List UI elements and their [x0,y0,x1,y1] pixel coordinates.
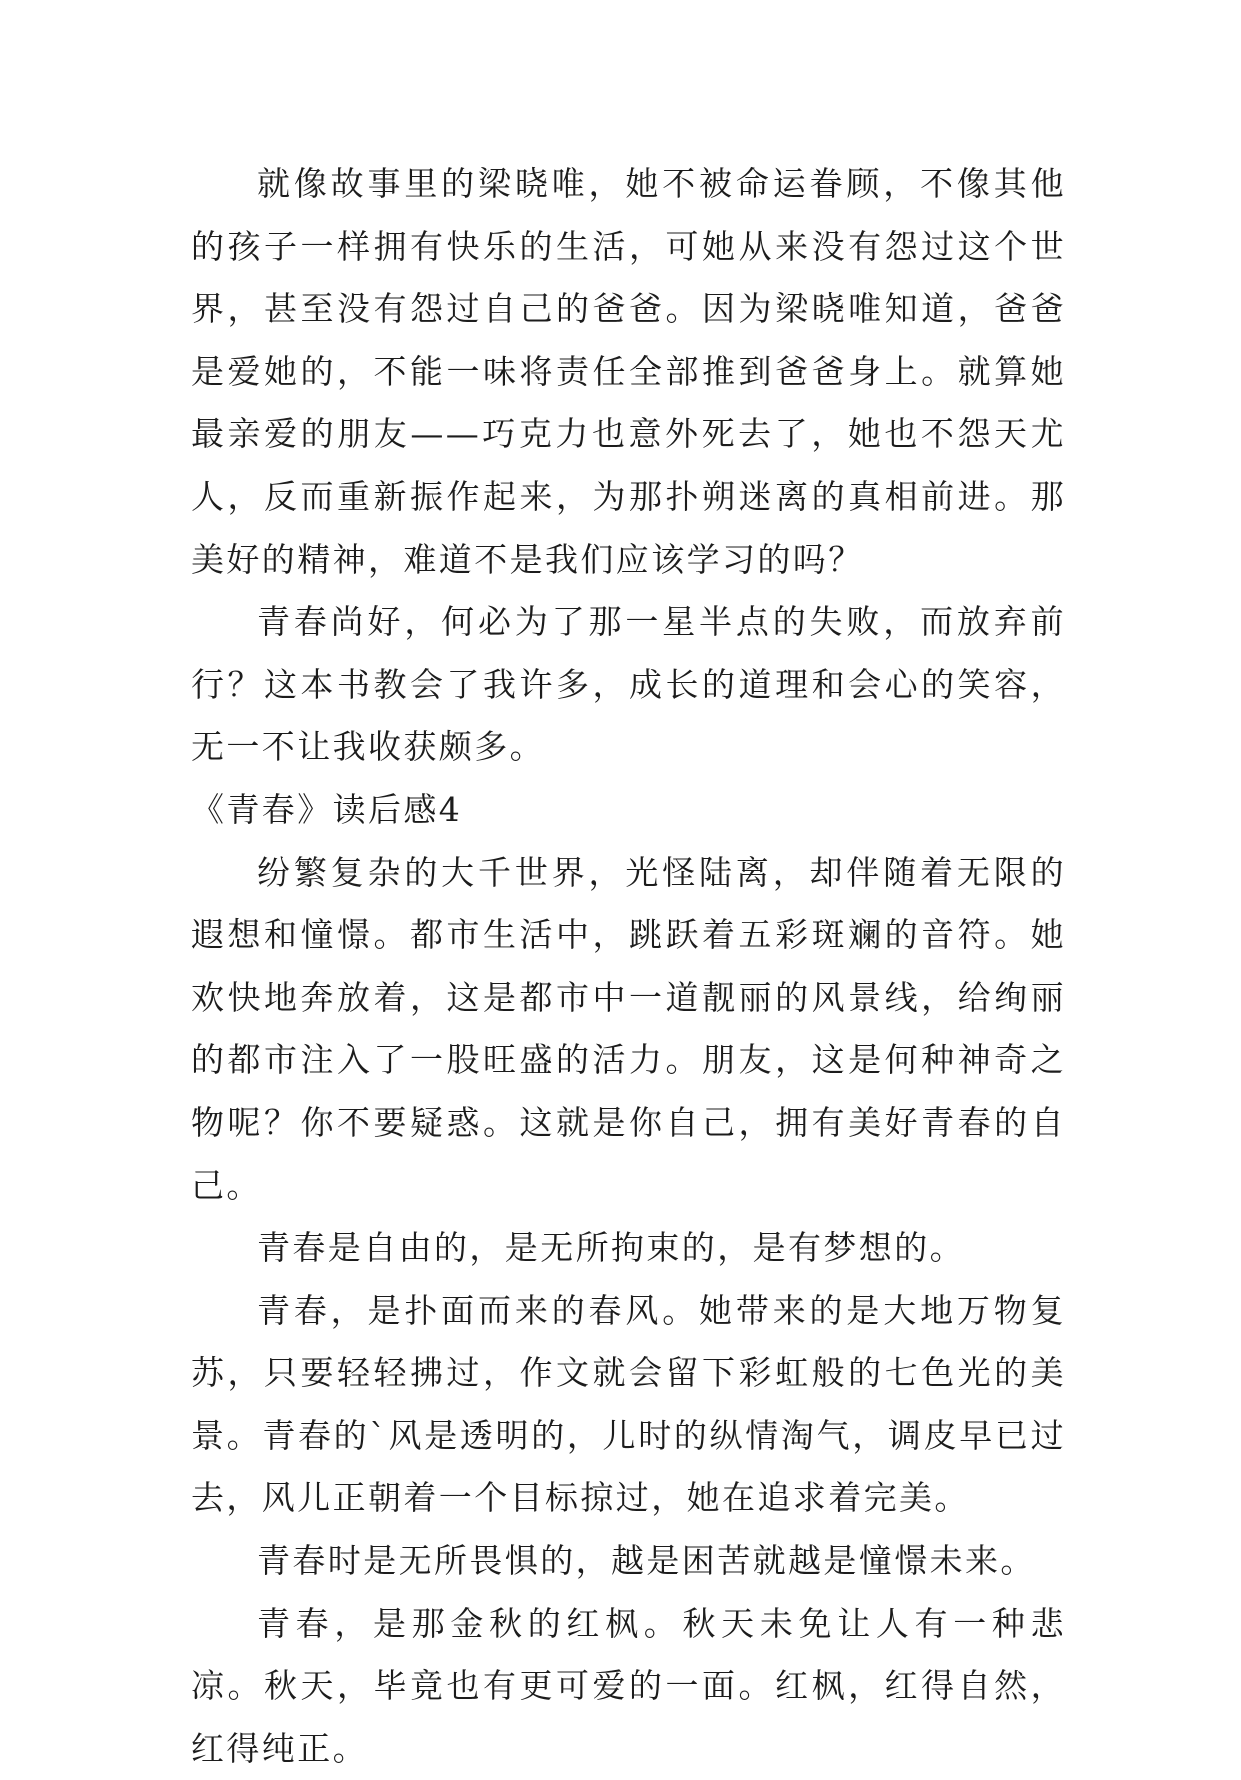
paragraph-spring-breeze: 青春，是扑面而来的春风。她带来的是大地万物复苏，只要轻轻拂过，作文就会留下彩虹般的七色光的美景。青春的`风是透明的，儿时的纵情淘气，调皮早已过去，风儿正朝着一个目标掠过，她在追求着完美。 [191,1290,1066,1518]
paragraph-youth-still-good: 青春尚好，何必为了那一星半点的失败，而放弃前行？这本书教会了我许多，成长的道理和会心的笑容，无一不让我收获颇多。 [191,602,1066,767]
paragraph-fearless: 青春时是无所畏惧的，越是困苦就越是憧憬未来。 [257,1541,1036,1581]
paragraph-autumn-maple: 青春，是那金秋的红枫。秋天未免让人有一种悲凉。秋天，毕竟也有更可爱的一面。红枫，红得自然，红得纯正。 [191,1603,1066,1768]
paragraph-colorful-world: 纷繁复杂的大千世界，光怪陆离，却伴随着无限的遐想和憧憬。都市生活中，跳跃着五彩斑斓的音符。她欢快地奔放着，这是都市中一道靓丽的风景线，给绚丽的都市注入了一股旺盛的活力。朋友，这是何种神奇之物呢？你不要疑惑。这就是你自己，拥有美好青春的自己。 [191,852,1066,1205]
section-heading: 《青春》读后感4 [191,789,463,829]
document-body [191,153,1066,1780]
paragraph-liang-xiaowei: 就像故事里的梁晓唯，她不被命运眷顾，不像其他的孩子一样拥有快乐的生活，可她从来没有怨过这个世界，甚至没有怨过自己的爸爸。因为梁晓唯知道，爸爸是爱她的，不能一味将责任全部推到爸爸身上。就算她最亲爱的朋友——巧克力也意外死去了，她也不怨天尤人，反而重新振作起来，为那扑朔迷离的真相前进。那美好的精神，难道不是我们应该学习的吗？ [191,164,1066,579]
paragraph-youth-free: 青春是自由的，是无所拘束的，是有梦想的。 [257,1228,965,1268]
